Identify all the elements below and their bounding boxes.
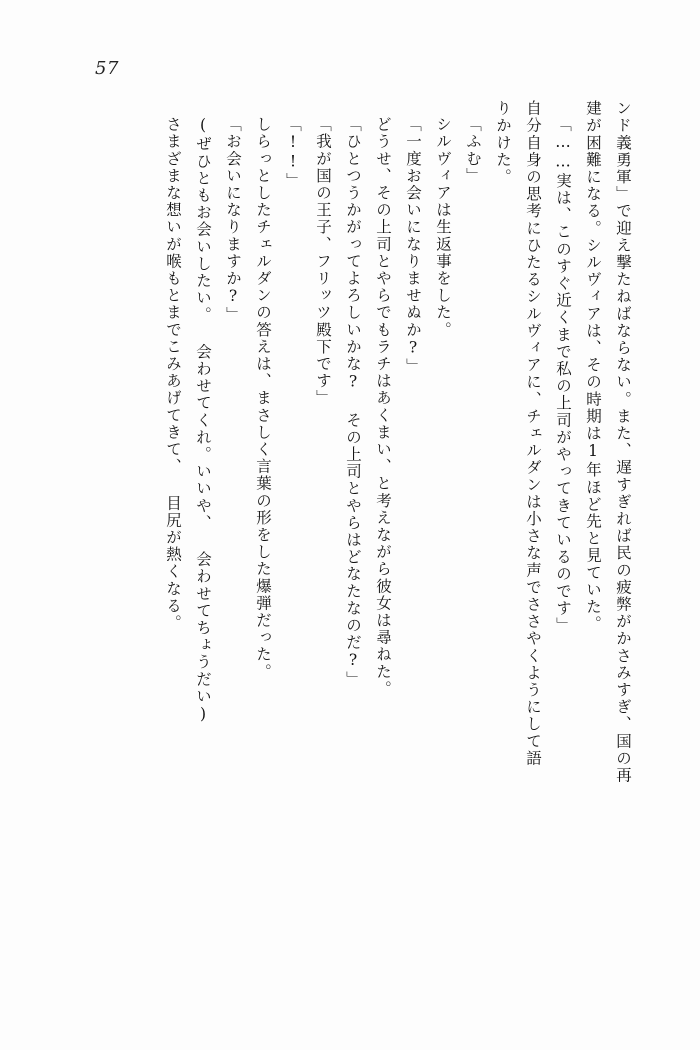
- text-column: どうせ、その上司とやらでもラチはあくまい、と考えながら彼女は尋ねた。: [374, 116, 392, 698]
- text-column: 「お会いになりますか?」: [224, 116, 242, 324]
- vertical-text-block: [60, 100, 630, 980]
- text-column: 「ひとつうかがってよろしいかな? その上司とやらはどなたなのだ?」: [344, 116, 362, 688]
- text-column: しらっとしたチェルダンの答えは、まさしく言葉の形をした爆弾だった。: [254, 116, 272, 681]
- text-column: (ぜひともお会いしたい。 会わせてくれ。いいや、 会わせてちょうだい): [194, 116, 212, 725]
- text-column: 「一度お会いになりませぬか?」: [404, 116, 422, 375]
- text-column: ンド義勇軍」で迎え撃たねばならない。また、遅すぎれば民の疲弊がかさみすぎ、国の再: [614, 100, 632, 784]
- text-column: 「!!」: [284, 116, 302, 190]
- text-column: シルヴィアは生返事をした。: [434, 116, 452, 339]
- text-column: 「……実は、このすぐ近くまで私の上司がやってきているのです」: [554, 116, 572, 634]
- text-column: さまざまな想いが喉もとまでこみあげてきて、 目尻が熱くなる。: [164, 116, 182, 632]
- text-column: 「ふむ」: [464, 116, 482, 185]
- text-column: りかけた。: [494, 100, 512, 186]
- text-column: 自分自身の思考にひたるシルヴィアに、チェルダンは小さな声でささやくようにして語: [524, 100, 542, 767]
- text-column: 建が困難になる。シルヴィアは、その時期は1年ほど先と見ていた。: [584, 100, 602, 633]
- text-column: 「我が国の王子、フリッツ殿下です」: [314, 116, 332, 407]
- page-number: 57: [95, 58, 119, 79]
